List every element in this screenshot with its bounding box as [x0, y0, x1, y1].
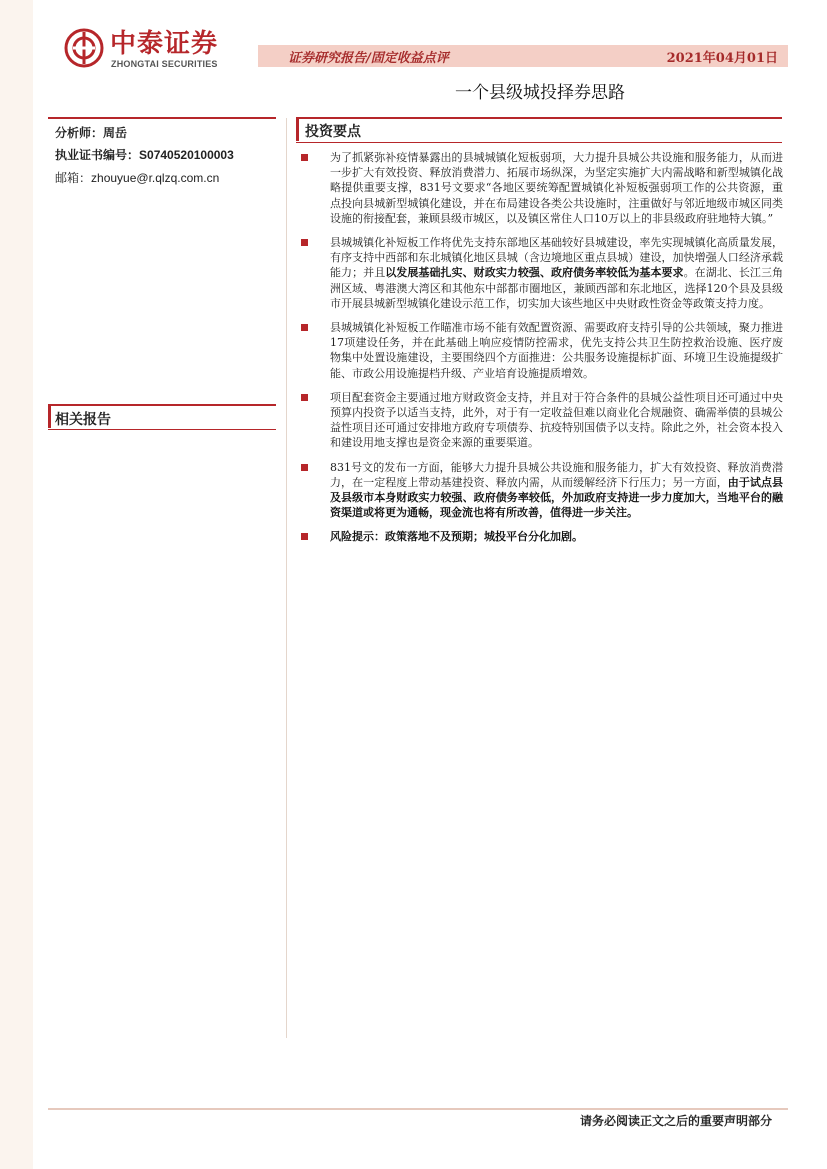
bullet-text: 项目配套资金主要通过地方财政资金支持，并且对于符合条件的县城公益性项目还可通过中央预算内投资予以适当支持，此外，对于有一定收益但难以商业化合规融资、确需举债的县城公益性项目还可通过安排地方政府专项债券、抗疫特别国债予以支持。除此之外，社会资本投入和建设用地支撑也是资金来源的重要渠道。 [330, 390, 783, 450]
cert-number: S0740520100003 [139, 148, 234, 162]
bullet-text: 为了抓紧弥补疫情暴露出的县城城镇化短板弱项，大力提升县城公共设施和服务能力，从而进一步扩大有效投资、释放消费潜力、拓展市场纵深，为坚定实施扩大内需战略和新型城镇化战略提供重要支撑，831号文要求“各地区要统筹配置城镇化补短板强弱项工作的公共资源，重点投向县城新型城镇化建设，并在布局建设各类公共设施时，注重做好与邻近地级市城区同类设施的衔接配套，兼顾县级市城区，以及镇区常住人口10万以上的非县级政府驻地特大镇。” [330, 151, 783, 225]
header-bar [258, 45, 788, 67]
related-reports-header [48, 406, 111, 428]
report-date: 2021年04月01日 [666, 51, 778, 66]
right-top-rule [296, 117, 782, 119]
bullet-square-icon [301, 394, 308, 401]
analyst-email[interactable]: zhouyue@r.qlzq.com.cn [91, 171, 220, 185]
page-title: 一个县级城投择券思路 [455, 83, 625, 103]
bullet-text: 县城城镇化补短板工作将优先支持东部地区基础较好县城建设，率先实现城镇化高质量发展，有序支持中西部和东北城镇化地区县城（含边境地区重点县城）建设，加快增强人口经济承载能力；并且 [330, 236, 783, 280]
analyst-cert-row [55, 146, 234, 163]
list-item [298, 320, 783, 381]
bullet-text: 831号文的发布一方面，能够大力提升县城公共设施和服务能力，扩大有效投资、释放消费潜力，在一定程度上带动基建投资、释放内需，从而缓解经济下行压力；另一方面， [330, 460, 783, 489]
related-reports-underline [48, 429, 276, 430]
footer-rule [48, 1108, 788, 1110]
cert-label: 执业证书编号： [55, 148, 140, 162]
analyst-name: 周岳 [103, 126, 128, 140]
bullet-bold-text: 以发展基础扎实、财政实力较强、政府债务率较低为基本要求 [385, 266, 684, 280]
investment-points-underline [296, 142, 782, 143]
risk-warning-text: 风险提示：政策落地不及预期；城投平台分化加剧。 [330, 530, 583, 544]
left-margin-strip [0, 0, 33, 1169]
analyst-email-row [55, 169, 219, 186]
bullet-square-icon [301, 239, 308, 246]
report-type: 证券研究报告/固定收益点评 [288, 51, 449, 66]
left-top-rule [48, 117, 276, 119]
list-item [298, 529, 783, 544]
analyst-name-label: 分析师： [55, 126, 104, 140]
brand-name-en: ZHONGTAI SECURITIES [111, 59, 218, 69]
bullet-square-icon [301, 154, 308, 161]
footer-disclaimer: 请务必阅读正文之后的重要声明部分 [579, 1114, 772, 1128]
list-item [298, 390, 783, 451]
column-divider [286, 118, 287, 1038]
related-reports-title: 相关报告 [55, 412, 111, 428]
bullet-text: 。在湖北、长江三角洲区域、粤港澳大湾区和其他东中部都市圈地区，兼顾西部和东北地区，选择120个县及县级市开展县城新型城镇化建设示范工作，切实加大该些地区中央财政性资金等政策支持力度。 [330, 266, 784, 310]
email-label: 邮箱： [55, 171, 92, 185]
list-item [298, 150, 783, 226]
bullet-square-icon [301, 464, 308, 471]
investment-points-list [298, 150, 783, 554]
brand-name-cn: 中泰证券 [110, 29, 219, 59]
list-item [298, 460, 783, 521]
list-item [298, 235, 783, 311]
bullet-bold-text: 由于试点县及县级市本身财政实力较强、政府债务率较低，外加政府支持进一步力度加大，当地平台的融资渠道或将更为通畅，现金流也将有所改善，值得进一步关注。 [330, 475, 783, 520]
bullet-text: 县城城镇化补短板工作瞄准市场不能有效配置资源、需要政府支持引导的公共领域，聚力推进17项建设任务，并在此基础上响应疫情防控需求，优先支持公共卫生防控救治设施、医疗废物集中处置设施建设，主要围绕四个方面推进：公共服务设施提标扩面、环境卫生设施提级扩能、市政公用设施提档升级、产业培育设施提质增效。 [330, 321, 783, 380]
investment-points-title: 投资要点 [305, 124, 361, 140]
brand-logo [64, 28, 244, 72]
bullet-square-icon [301, 533, 308, 540]
related-reports-top-rule [48, 404, 276, 406]
analyst-name-row [55, 124, 127, 141]
bullet-square-icon [301, 324, 308, 331]
investment-points-header [296, 119, 361, 141]
zhongtai-logo-icon [64, 28, 104, 68]
